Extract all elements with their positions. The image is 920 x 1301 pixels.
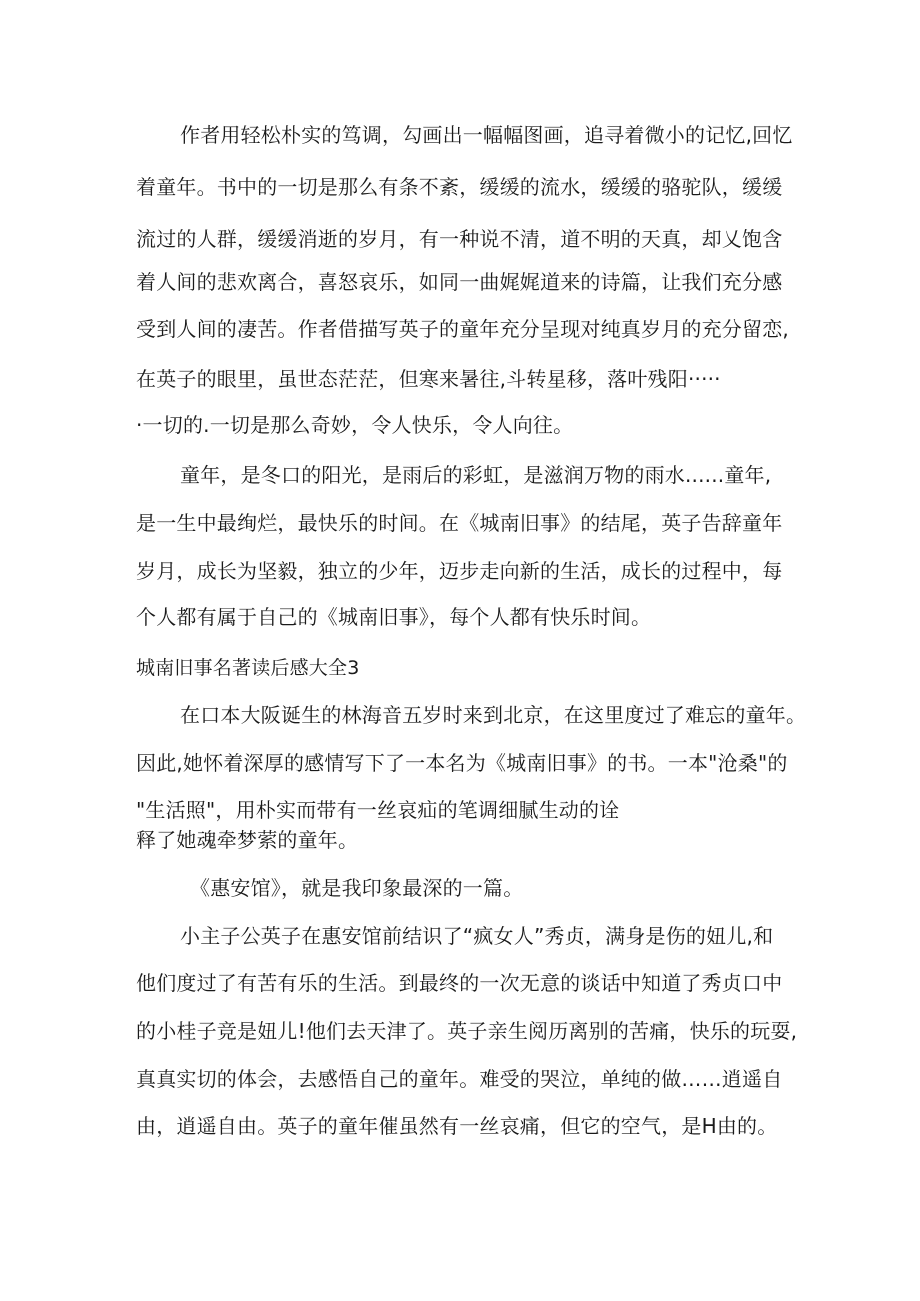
text-line: 着人间的悲欢离合，喜怒哀乐，如同一曲娓娓道来的诗篇，让我们充分感 bbox=[136, 270, 783, 294]
text-line: 的小桂子竞是妞儿!他们去天津了。英子亲生阅历离别的苦痛，快乐的玩耍, bbox=[136, 1019, 798, 1043]
text-line: 着童年。书中的一切是那么有条不紊，缓缓的流水，缓缓的骆驼队，缓缓 bbox=[136, 175, 783, 199]
text-line: 释了她魂牵梦萦的童年。 bbox=[136, 828, 359, 852]
text-line: 童年，是冬口的阳光，是雨后的彩虹，是滋润万物的雨水......童年, bbox=[180, 463, 772, 487]
text-line: 受到人间的凄苦。作者借描写英子的童年充分呈现对纯真岁月的充分留恋, bbox=[136, 317, 789, 341]
text-line: 真真实切的体会，去感悟自己的童年。难受的哭泣，单纯的做……逍遥自 bbox=[136, 1067, 783, 1091]
text-line: 个人都有属于自己的《城南旧事》，每个人都有快乐时间。 bbox=[136, 605, 652, 629]
text-line: "生活照"，用朴实而带有一丝哀疝的笔调细腻生动的诠 bbox=[136, 798, 620, 822]
text-line: 在英子的眼里，虽世态茫茫，但寒来暑往,斗转星移，落叶残阳····· bbox=[136, 367, 721, 391]
text-line: ·一切的.一切是那么奇妙，令人快乐，令人向往。 bbox=[136, 413, 574, 437]
text-line: 流过的人群，缓缓消逝的岁月，有一种说不清，道不明的天真，却乂饱含 bbox=[136, 227, 783, 251]
text-line: 《惠安馆》，就是我印象最深的一篇。 bbox=[190, 876, 524, 900]
text-line: 由，逍遥自由。英子的童年催虽然有一丝哀痛，但它的空气，是H由的。 bbox=[136, 1114, 778, 1138]
text-line: 他们度过了有苦有乐的生活。到最终的一次无意的谈话中知道了秀贞口中 bbox=[136, 971, 783, 995]
text-line: 小主子公英子在惠安馆前结识了“疯女人”秀贞，满身是伤的妞儿,和 bbox=[180, 924, 774, 948]
text-line: 在口本大阪诞生的林海音五岁时来到北京，在这里度过了难忘的童年。 bbox=[180, 703, 807, 727]
text-line: 岁月，成长为坚毅，独立的少年，迈步走向新的生活，成长的过程中，每 bbox=[136, 559, 783, 583]
text-line: 是一生中最绚烂，最快乐的时间。在《城南旧事》的结尾，英子告辞童年 bbox=[136, 511, 783, 535]
section-heading: 城南旧事名著读后感大全3 bbox=[136, 657, 360, 679]
text-line: 作者用轻松朴实的笃调，勾画出一幅幅图画，追寻着微小的记忆,回忆 bbox=[180, 123, 793, 147]
text-line: 因此,她怀着深厚的感情写下了一本名为《城南旧事》的书。一本"沧桑"的 bbox=[136, 751, 788, 775]
